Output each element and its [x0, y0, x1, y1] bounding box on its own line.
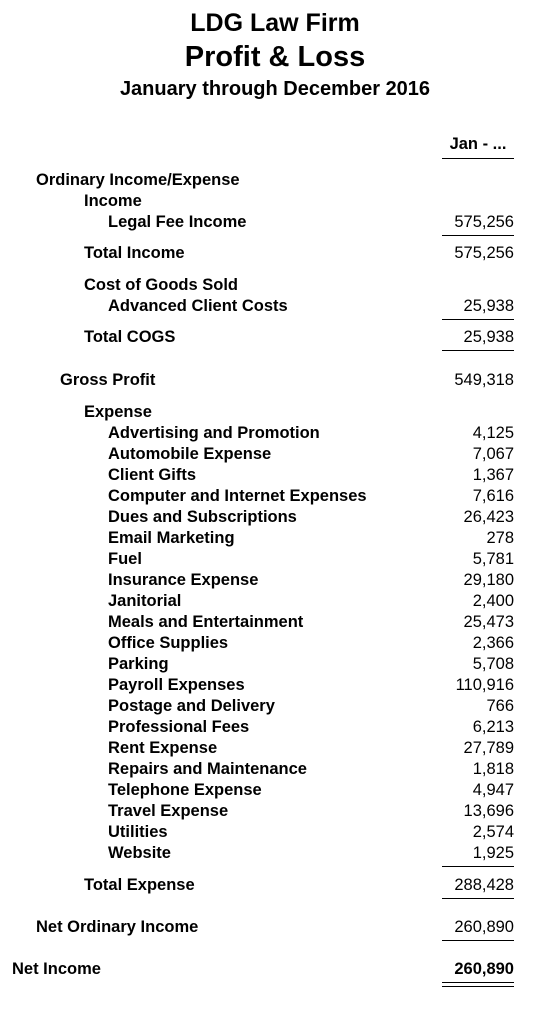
expense-item-value: 6,213	[472, 718, 514, 736]
legal-fee-income-label: Legal Fee Income	[108, 213, 247, 231]
expense-item-label: Janitorial	[108, 592, 182, 610]
expense-item-value: 110,916	[455, 676, 514, 694]
expense-item-label: Postage and Delivery	[108, 697, 275, 715]
legal-fee-income-value: 575,256	[454, 213, 514, 231]
expense-item-value: 1,367	[472, 466, 514, 484]
expense-item-value: 1,818	[472, 760, 514, 778]
expense-item-label: Travel Expense	[108, 802, 229, 820]
income-heading: Income	[84, 192, 142, 210]
advanced-client-costs-label: Advanced Client Costs	[108, 297, 288, 315]
expense-item-value: 13,696	[463, 802, 514, 820]
expense-item-value: 29,180	[463, 571, 514, 589]
gross-profit-value: 549,318	[454, 371, 514, 389]
expense-item-label: Website	[108, 844, 171, 862]
expense-item-value: 278	[486, 529, 514, 547]
expense-item-value: 7,067	[472, 445, 514, 463]
net-income-label: Net Income	[12, 960, 101, 978]
income-subtotal-rule	[442, 235, 514, 236]
total-expense-rule	[442, 898, 514, 899]
expense-item-label: Client Gifts	[108, 466, 197, 484]
column-header: Jan - ...	[449, 135, 507, 153]
expense-subtotal-rule	[442, 866, 514, 867]
report-period: January through December 2016	[119, 78, 431, 100]
expense-item-value: 2,366	[472, 634, 514, 652]
advanced-client-costs-value: 25,938	[463, 297, 514, 315]
expense-item-label: Rent Expense	[108, 739, 218, 757]
total-cogs-label: Total COGS	[84, 328, 176, 346]
net-ordinary-income-label: Net Ordinary Income	[36, 918, 199, 936]
expense-item-label: Telephone Expense	[108, 781, 262, 799]
expense-item-value: 2,400	[472, 592, 514, 610]
net-ordinary-income-rule	[442, 940, 514, 941]
expense-item-value: 5,708	[472, 655, 514, 673]
report-title: Profit & Loss	[184, 41, 366, 73]
expense-item-label: Office Supplies	[108, 634, 229, 652]
expense-item-value: 4,947	[472, 781, 514, 799]
expense-item-label: Utilities	[108, 823, 168, 841]
expense-heading: Expense	[84, 403, 152, 421]
total-expense-value: 288,428	[454, 876, 514, 894]
expense-item-label: Insurance Expense	[108, 571, 259, 589]
expense-item-value: 26,423	[463, 508, 514, 526]
expense-item-value: 5,781	[472, 550, 514, 568]
total-income-value: 575,256	[454, 244, 514, 262]
expense-item-label: Payroll Expenses	[108, 676, 245, 694]
expense-item-value: 4,125	[472, 424, 514, 442]
expense-item-label: Parking	[108, 655, 169, 673]
column-header-rule	[442, 158, 514, 159]
cogs-heading: Cost of Goods Sold	[84, 276, 238, 294]
expense-item-label: Professional Fees	[108, 718, 250, 736]
expense-item-value: 25,473	[463, 613, 514, 631]
total-expense-label: Total Expense	[84, 876, 195, 894]
company-name: LDG Law Firm	[190, 9, 360, 37]
total-cogs-value: 25,938	[463, 328, 514, 346]
net-income-double-rule	[442, 982, 514, 987]
net-ordinary-income-value: 260,890	[454, 918, 514, 936]
ordinary-income-expense-heading: Ordinary Income/Expense	[36, 171, 240, 189]
total-income-label: Total Income	[84, 244, 185, 262]
expense-item-value: 1,925	[472, 844, 514, 862]
expense-item-label: Fuel	[108, 550, 142, 568]
expense-item-label: Automobile Expense	[108, 445, 272, 463]
expense-item-label: Repairs and Maintenance	[108, 760, 307, 778]
expense-item-label: Advertising and Promotion	[108, 424, 320, 442]
total-cogs-rule	[442, 350, 514, 351]
expense-item-value: 766	[486, 697, 514, 715]
gross-profit-label: Gross Profit	[60, 371, 156, 389]
expense-item-value: 27,789	[463, 739, 514, 757]
expense-item-label: Email Marketing	[108, 529, 235, 547]
expense-item-label: Meals and Entertainment	[108, 613, 304, 631]
expense-item-value: 2,574	[472, 823, 514, 841]
net-income-value: 260,890	[454, 960, 514, 978]
expense-item-label: Computer and Internet Expenses	[108, 487, 367, 505]
expense-item-label: Dues and Subscriptions	[108, 508, 297, 526]
cogs-subtotal-rule	[442, 319, 514, 320]
expense-item-value: 7,616	[472, 487, 514, 505]
